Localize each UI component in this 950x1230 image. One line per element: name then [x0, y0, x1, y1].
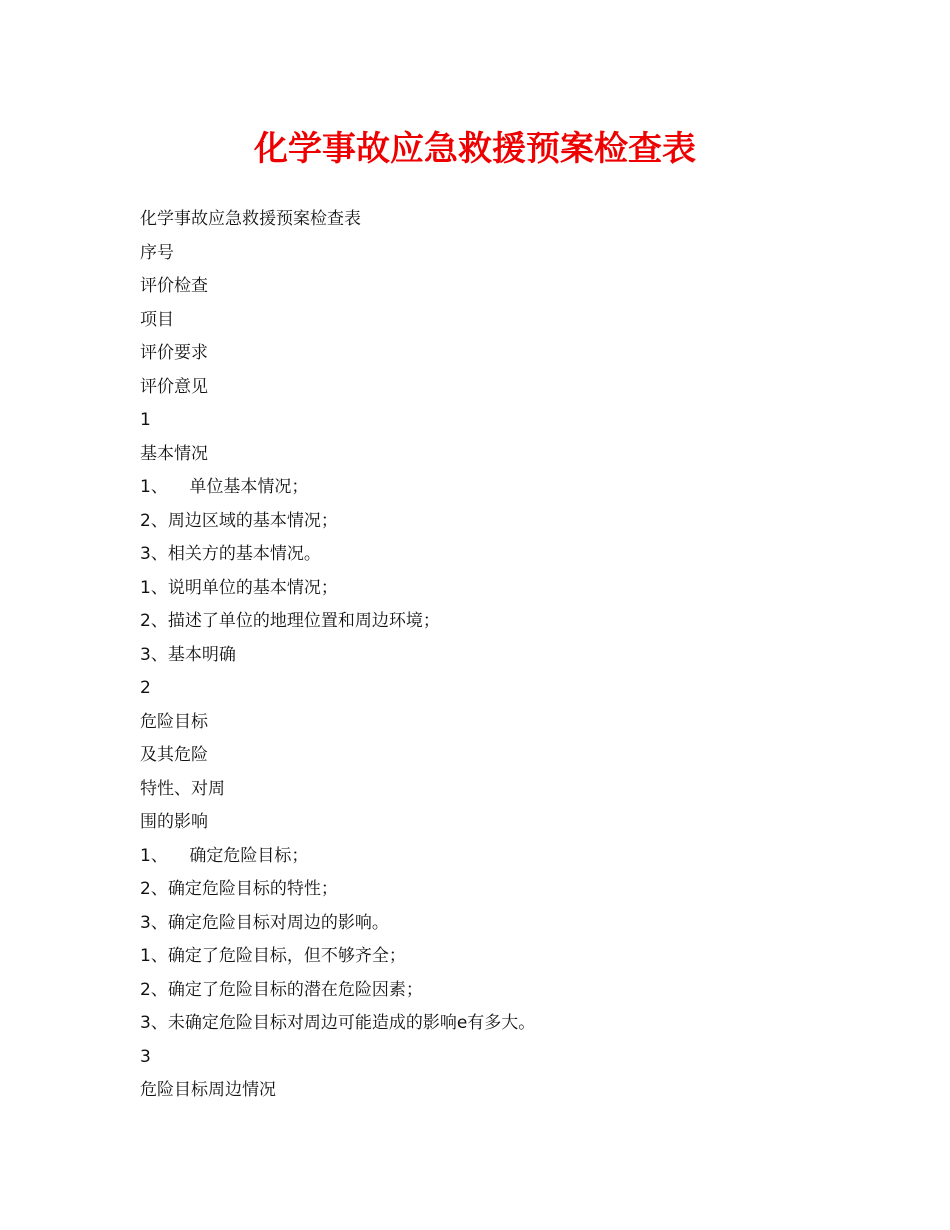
text-line: 危险目标	[140, 711, 208, 732]
page-title: 化学事故应急救援预案检查表	[254, 129, 696, 169]
text-line: 及其危险	[140, 745, 208, 765]
text-line: 3	[140, 1046, 151, 1067]
text-line: 3、相关方的基本情况。	[140, 544, 321, 564]
text-line: 1、 单位基本情况；	[140, 477, 309, 497]
document-body	[140, 203, 840, 1108]
text-line: 围的影响	[140, 812, 208, 832]
text-line: 危险目标周边情况	[140, 1080, 276, 1100]
text-line: 特性、对周	[140, 778, 225, 799]
text-line: 1、说明单位的基本情况；	[140, 577, 338, 598]
text-line: 化学事故应急救援预案检查表	[140, 209, 361, 229]
text-line: 序号	[140, 242, 174, 263]
text-line: 3、基本明确	[140, 644, 236, 665]
text-line: 评价检查	[140, 276, 208, 296]
text-line: 1、确定了危险目标，但不够齐全；	[140, 946, 406, 966]
text-line: 评价要求	[140, 343, 208, 363]
text-line: 3、未确定危险目标对周边可能造成的影响e有多大。	[140, 1013, 536, 1033]
text-line: 1	[140, 410, 151, 430]
text-line: 2、确定危险目标的特性；	[140, 879, 338, 899]
text-line: 项目	[140, 309, 174, 330]
text-line: 3、确定危险目标对周边的影响。	[140, 912, 389, 933]
text-line: 2、描述了单位的地理位置和周边环境；	[140, 611, 440, 631]
text-line: 2	[140, 678, 151, 698]
text-line: 2、周边区域的基本情况；	[140, 510, 338, 531]
text-line: 2、确定了危险目标的潜在危险因素；	[140, 979, 423, 1000]
text-line: 评价意见	[140, 376, 208, 397]
text-line: 1、 确定危险目标；	[140, 845, 309, 866]
text-line: 基本情况	[140, 443, 208, 464]
